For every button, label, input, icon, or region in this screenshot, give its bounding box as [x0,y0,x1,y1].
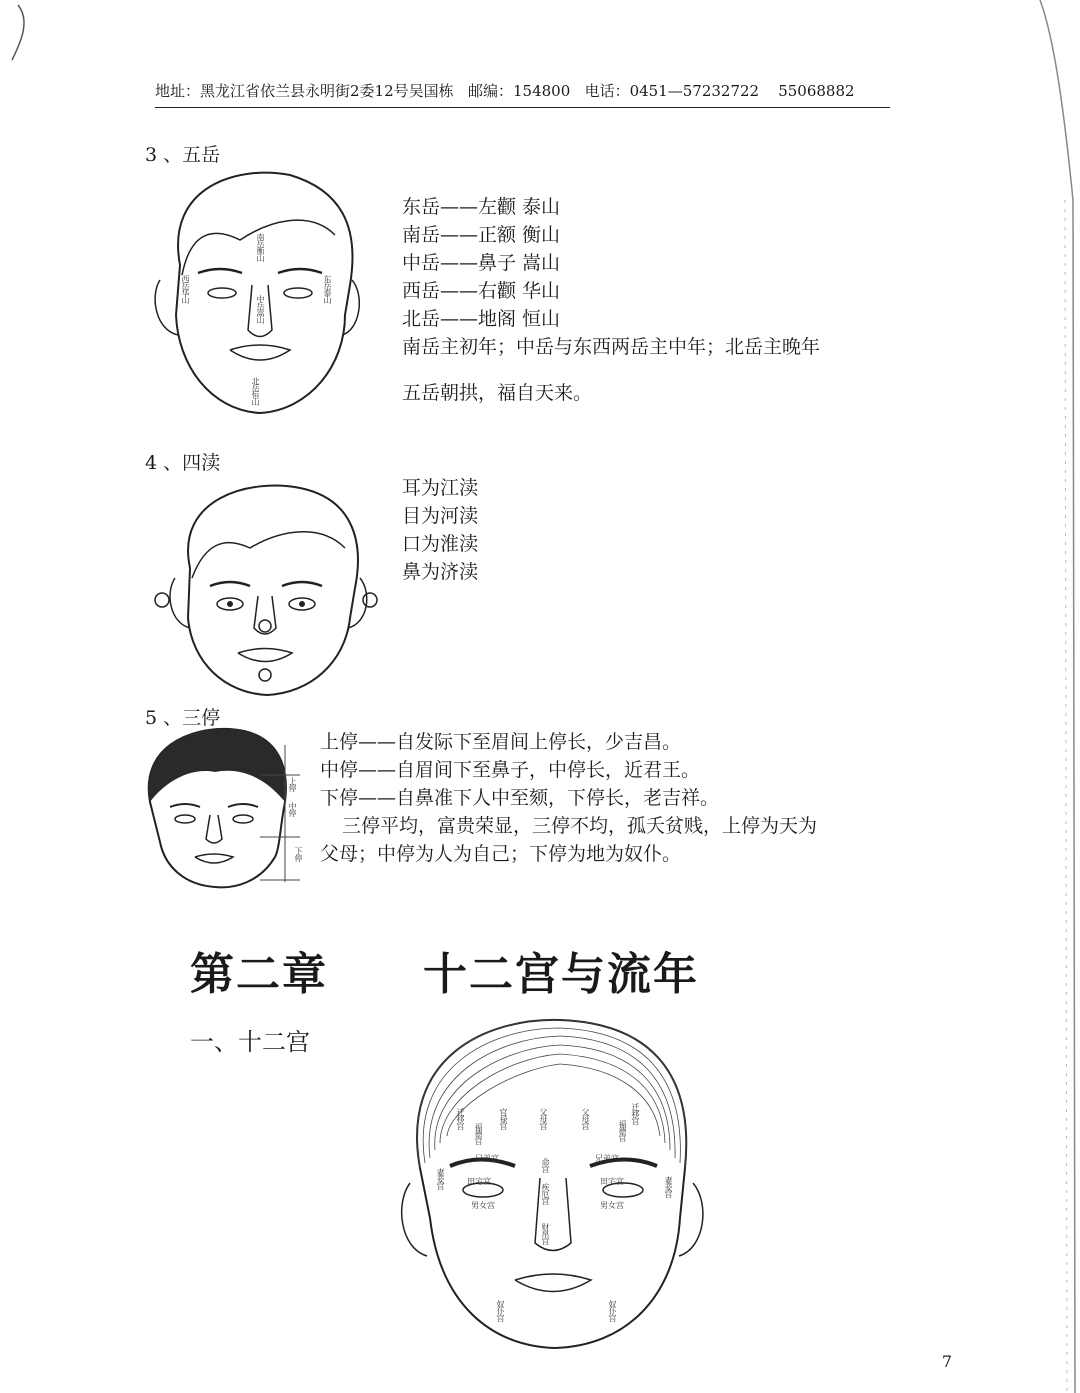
palace-label-l4: 官禄宫 [499,1108,508,1129]
palace-label-eye-r2: 田宅宫 [600,1177,624,1186]
palace-label-side-r: 妻妾宫 [664,1176,673,1197]
section-title-santing: 5 、三停 [145,707,221,729]
face-illustration-santing [140,727,305,892]
santing-line-summary-2: 父母；中停为人为自己；下停为地为奴仆。 [320,843,682,865]
page-header [155,80,890,108]
palace-label-ming: 命宫 [541,1158,550,1172]
santing-line-middle: 中停——自眉间下至鼻子，中停长，近君王。 [320,759,701,781]
face-illustration-twelve-palaces [395,1018,715,1353]
palace-label-eye-r1: 兄弟宫 [595,1154,619,1163]
palace-label-l2: 福德宫 [474,1123,483,1144]
label-middle-peak: 中岳嵩山 [256,295,265,323]
postcode: 154800 [512,82,571,100]
face-illustration-wuyue [150,165,370,420]
sidu-line-ear: 耳为江渎 [402,477,479,499]
palace-label-eye-l2: 田宅宫 [467,1177,491,1186]
wuyue-line-south: 南岳——正额 衡山 [402,224,561,246]
wuyue-line-east: 东岳——左颧 泰山 [402,196,561,218]
palace-label-l1: 迁移宫 [456,1108,465,1129]
scan-edge-right [1035,0,1080,1393]
santing-line-summary-1: 三停平均，富贵荣显，三停不均，孤夭贫贱，上停为天为 [342,815,818,837]
scan-edge-left [0,0,40,1393]
wuyue-text [402,193,820,407]
wuyue-line-west: 西岳——右颧 华山 [402,280,561,302]
label-lower-zone: 下停 [294,847,303,861]
page-number: 7 [941,1352,952,1371]
santing-line-lower: 下停——自鼻准下人中至颏，下停长，老吉祥。 [320,787,720,809]
palace-label-chin-r: 奴仆宫 [608,1300,617,1321]
chapter-number: 第二章 [190,949,328,1000]
label-upper-zone: 上停 [288,777,297,791]
palace-label-chin-l: 奴仆宫 [496,1300,505,1321]
palace-label-r-travel: 迁移宫 [631,1103,640,1124]
label-east-peak: 东岳泰山 [323,275,332,303]
palace-label-r-fortune: 福德宫 [618,1120,627,1141]
sidu-text [402,474,478,586]
wuyue-line-proverb: 五岳朝拱，福自天来。 [402,382,593,404]
chapter-title: 十二宫与流年 [423,949,699,1000]
address: 黑龙江省依兰县永明街2委12号吴国栋 [200,82,454,100]
section-title-wuyue: 3 、五岳 [145,144,221,166]
sidu-line-eye: 目为河渎 [402,505,479,527]
face-illustration-sidu [150,478,385,698]
phone-label: 电话： [584,82,630,100]
palace-label-side-l: 妻妾宫 [436,1168,445,1189]
palace-label-eye-l3: 男女宫 [471,1201,495,1210]
chapter-heading [190,938,699,1002]
santing-line-upper: 上停——自发际下至眉间上停长，少吉昌。 [320,731,682,753]
palace-label-center-top: 父母宫 [539,1108,548,1129]
palace-label-wealth: 财帛宫 [541,1223,550,1244]
sidu-line-mouth: 口为淮渎 [402,533,479,555]
santing-text [320,728,817,868]
wuyue-line-north: 北岳——地阁 恒山 [402,308,561,330]
label-west-peak: 西岳华山 [181,275,190,303]
wuyue-line-middle: 中岳——鼻子 嵩山 [402,252,561,274]
phone-2: 55068882 [778,82,855,100]
postcode-label: 邮编： [467,82,513,100]
label-middle-zone: 中停 [288,802,297,816]
label-south-peak: 南岳衡山 [256,233,265,261]
palace-label-eye-r3: 男女宫 [600,1201,624,1210]
palace-label-r-father: 父母宫 [581,1108,590,1129]
sidu-line-nose: 鼻为济渎 [402,561,479,583]
palace-label-illness: 疾厄宫 [541,1183,550,1204]
palace-label-eye-l1: 兄弟宫 [475,1154,499,1163]
wuyue-line-summary: 南岳主初年；中岳与东西两岳主中年；北岳主晚年 [402,336,821,358]
phone-1: 0451—57232722 [629,82,760,100]
section-title-sidu: 4 、四渎 [145,452,221,474]
label-north-peak: 北岳恒山 [251,377,260,405]
address-label: 地址： [155,82,201,100]
subsection-title: 一、十二宫 [190,1028,310,1056]
